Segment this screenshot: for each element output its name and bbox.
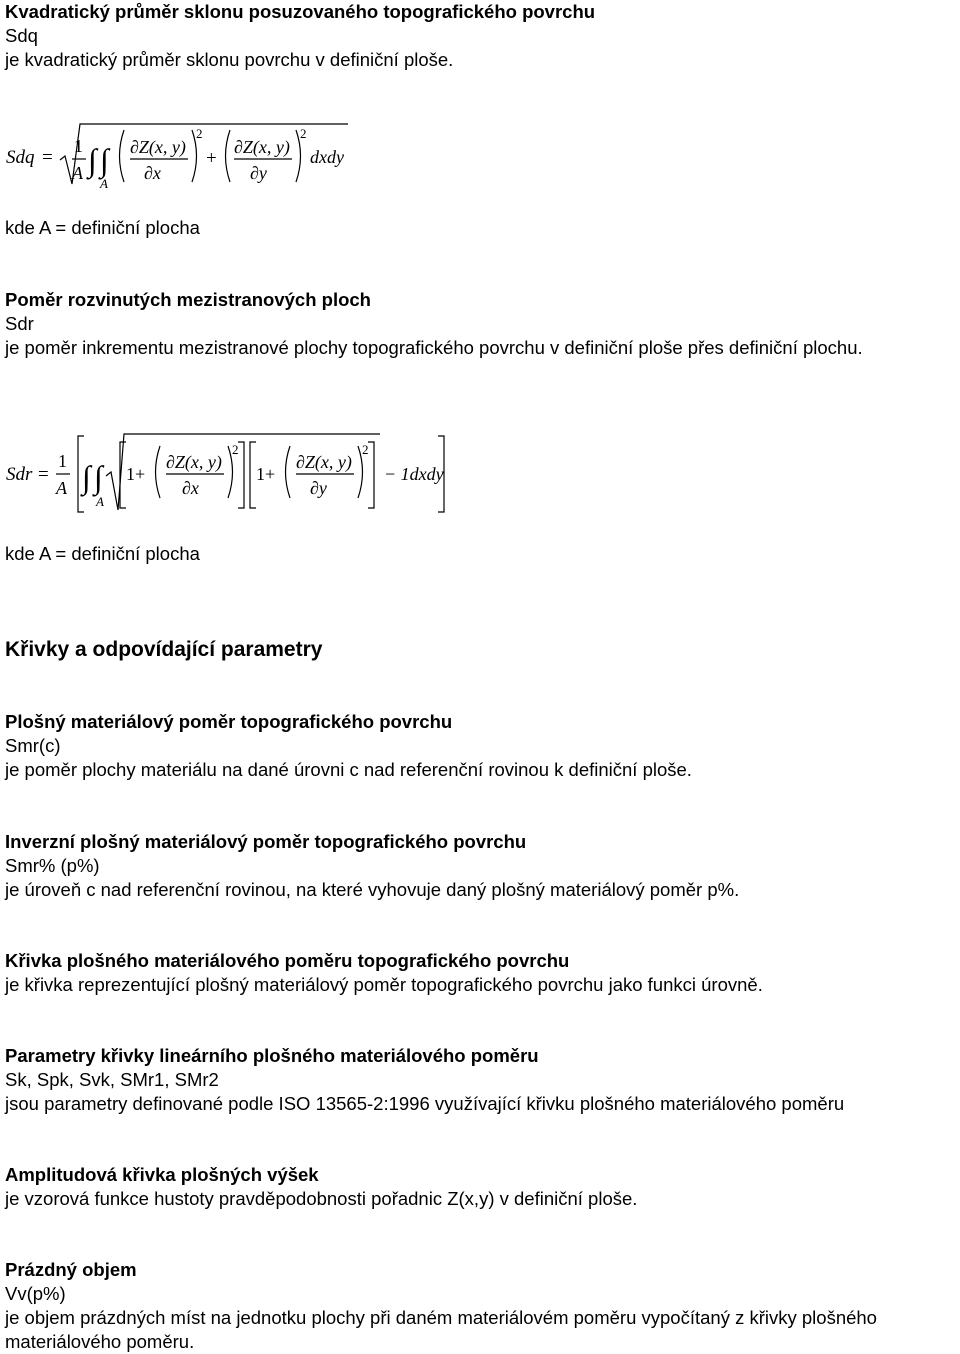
smr-title: Plošný materiálový poměr topografického povrchu <box>5 711 453 732</box>
linear-description: jsou parametry definované podle ISO 13565-2:1996 využívající křivku plošného materiálového poměru <box>5 1093 845 1114</box>
sdr-integral-2: ∫ <box>94 459 103 495</box>
sdq-formula-eq: = <box>42 147 53 168</box>
sdq-exp-1: 2 <box>196 126 203 141</box>
sdq-formula-lhs: Sdq <box>6 147 35 168</box>
curve-description: je křivka reprezentující plošný materiálový poměr topografického povrchu jako funkci úrovně. <box>5 974 763 995</box>
sdq-exp-2: 2 <box>300 126 307 141</box>
sdr-tail: − 1dxdy <box>384 464 444 484</box>
sdr-formula-lhs: Sdr <box>6 464 33 485</box>
sdr-formula-one: 1 <box>58 451 67 471</box>
linear-title: Parametry křivky lineárního plošného materiálového poměru <box>5 1045 539 1066</box>
sdq-integral-2: ∫ <box>100 142 109 178</box>
sdq-formula <box>0 118 360 198</box>
sdq-section <box>5 0 955 72</box>
sdq-paren-l2 <box>226 130 231 182</box>
smr-inv-description: je úroveň c nad referenční rovinou, na které vyhovuje daný plošný materiálový poměr p%. <box>5 879 740 900</box>
smr-section <box>5 710 955 782</box>
linear-symbol: Sk, Spk, Svk, SMr1, SMr2 <box>5 1069 219 1090</box>
sdr-num-x: ∂Z(x, y) <box>166 452 222 472</box>
sdq-num-y: ∂Z(x, y) <box>234 137 290 157</box>
sdr-formula <box>0 430 460 522</box>
amplitude-description: je vzorová funkce hustoty pravděpodobnosti pořadnic Z(x,y) v definiční ploše. <box>5 1188 638 1209</box>
sdr-paren-l2 <box>286 446 291 498</box>
smr-symbol: Smr(c) <box>5 735 61 756</box>
sdr-den-y: ∂y <box>310 478 327 498</box>
sdr-exp-1: 2 <box>232 442 239 457</box>
void-title: Prázdný objem <box>5 1259 137 1280</box>
sdr-integral-1: ∫ <box>82 459 91 495</box>
smr-description: je poměr plochy materiálu na dané úrovni c nad referenční rovinou k definiční ploše. <box>5 759 692 780</box>
sdr-den-x: ∂x <box>182 478 199 498</box>
sdr-formula-eq: = <box>38 464 49 485</box>
sdq-den-x: ∂x <box>144 163 161 183</box>
sdr-bracket-2r <box>368 442 374 508</box>
sdr-num-y: ∂Z(x, y) <box>296 452 352 472</box>
linear-section <box>5 1044 955 1116</box>
amplitude-section <box>5 1163 955 1211</box>
sdq-int-sub: A <box>100 176 108 191</box>
curve-title: Křivka plošného materiálového poměru topografického povrchu <box>5 950 570 971</box>
sdr-note-block <box>5 542 955 566</box>
sdr-symbol: Sdr <box>5 313 34 334</box>
sdr-one-plus-b: 1+ <box>256 464 276 484</box>
sdq-note-block <box>5 216 955 240</box>
sdr-bracket-1r <box>238 442 244 508</box>
smr-inv-symbol: Smr% (p%) <box>5 855 100 876</box>
sdq-plus: + <box>206 148 217 169</box>
sdq-note: kde A = definiční plocha <box>5 217 200 238</box>
sdq-integral-1: ∫ <box>88 142 97 178</box>
smr-inv-title: Inverzní plošný materiálový poměr topografického povrchu <box>5 831 527 852</box>
sdq-formula-one: 1 <box>74 136 83 156</box>
sdq-symbol: Sdq <box>5 25 38 46</box>
sdr-section <box>5 288 955 360</box>
sdq-diff: dxdy <box>310 147 344 167</box>
amplitude-title: Amplitudová křivka plošných výšek <box>5 1164 319 1185</box>
sdr-one-plus-a: 1+ <box>126 464 146 484</box>
void-description: je objem prázdných míst na jednotku plochy při daném materiálovém poměru vypočítaný z křivky plošného materiálového poměru. <box>5 1307 877 1352</box>
sdr-int-sub: A <box>96 494 104 509</box>
sdr-paren-l1 <box>156 446 161 498</box>
sdr-description: je poměr inkrementu mezistranové plochy topografického povrchu v definiční ploše přes definiční plochu. <box>5 337 863 358</box>
sdr-title: Poměr rozvinutých mezistranových ploch <box>5 289 371 310</box>
sdr-exp-2: 2 <box>362 442 369 457</box>
sdq-title: Kvadratický průměr sklonu posuzovaného topografického povrchu <box>5 1 596 22</box>
smr-inv-section <box>5 830 955 902</box>
sdr-formula-a: A <box>56 478 67 498</box>
void-symbol: Vv(p%) <box>5 1283 66 1304</box>
sdr-note: kde A = definiční plocha <box>5 543 200 564</box>
sdq-paren-l1 <box>120 130 125 182</box>
sdr-sqrt <box>106 434 380 510</box>
curve-section <box>5 949 955 997</box>
section-block <box>5 638 955 662</box>
sdq-description: je kvadratický průměr sklonu povrchu v definiční ploše. <box>5 49 454 70</box>
void-section <box>5 1258 905 1354</box>
sdq-den-y: ∂y <box>250 163 267 183</box>
sdq-formula-a: A <box>72 163 83 183</box>
section-heading: Křivky a odpovídající parametry <box>5 638 323 661</box>
sdq-num-x: ∂Z(x, y) <box>130 137 186 157</box>
